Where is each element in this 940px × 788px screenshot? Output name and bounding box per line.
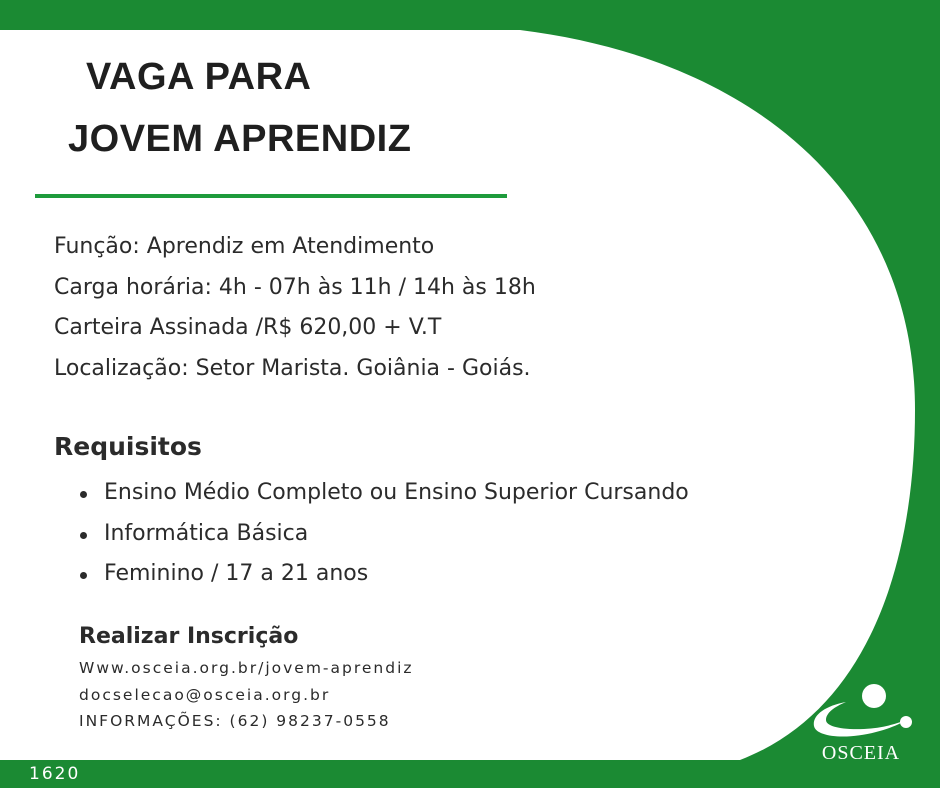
title-line-2: JOVEM APRENDIZ	[68, 118, 412, 160]
list-item	[78, 559, 689, 600]
requirement-text: Informática Básica	[104, 520, 309, 546]
bullet-icon	[80, 491, 87, 498]
title-line-1: VAGA PARA	[86, 56, 312, 98]
detail-function: Função: Aprendiz em Atendimento	[54, 234, 435, 259]
requirement-text: Feminino / 17 a 21 anos	[104, 561, 369, 586]
osceia-logo	[806, 680, 916, 770]
registration-phone: INFORMAÇÕES: (62) 98237-0558	[79, 712, 391, 730]
requirements-list	[78, 478, 689, 600]
detail-hours: Carga horária: 4h - 07h às 11h / 14h às 18h	[54, 274, 536, 300]
list-item	[78, 478, 689, 519]
registration-website-link[interactable]: Www.osceia.org.br/jovem-aprendiz	[79, 659, 414, 677]
registration-email-link[interactable]: docselecao@osceia.org.br	[79, 686, 331, 704]
list-item	[78, 519, 689, 560]
title-divider	[35, 194, 507, 198]
detail-location: Localização: Setor Marista. Goiânia - Goiás.	[54, 355, 531, 381]
registration-heading: Realizar Inscrição	[79, 624, 299, 649]
job-details	[54, 232, 536, 394]
bullet-icon	[80, 572, 87, 579]
right-green-shape	[520, 30, 940, 760]
logo-text: OSCEIA	[821, 742, 901, 764]
requirements-heading: Requisitos	[54, 432, 202, 461]
footer-code: 1620	[29, 764, 81, 784]
requirement-text: Ensino Médio Completo ou Ensino Superior Cursando	[104, 480, 689, 505]
logo-mark-icon	[806, 680, 916, 742]
top-band	[0, 0, 940, 30]
detail-salary: Carteira Assinada /R$ 620,00 + V.T	[54, 315, 442, 340]
bullet-icon	[80, 532, 87, 539]
bottom-band	[0, 760, 940, 788]
